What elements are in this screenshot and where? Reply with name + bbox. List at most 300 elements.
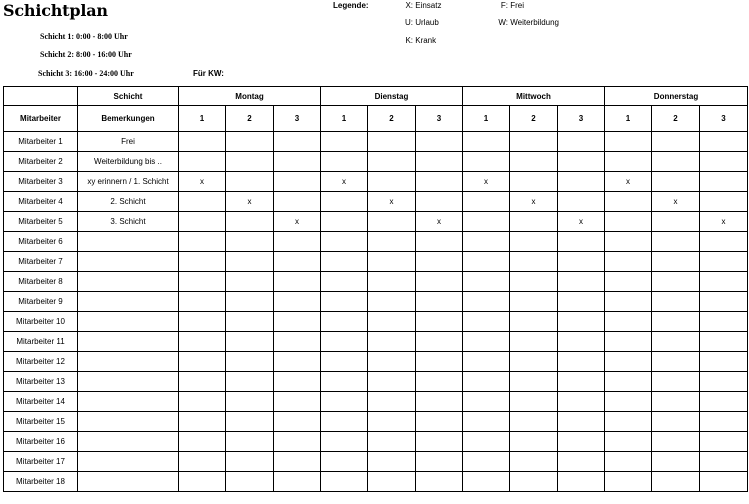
table-row xyxy=(4,132,748,152)
notes-cell[interactable] xyxy=(78,332,179,352)
header-shift-number: 1 xyxy=(605,106,652,132)
shift-cell[interactable] xyxy=(558,412,605,432)
shift-cell[interactable] xyxy=(652,412,700,432)
header-day-tuesday: Dienstag xyxy=(321,87,463,106)
shift-cell[interactable] xyxy=(558,452,605,472)
notes-cell[interactable] xyxy=(78,312,179,332)
shift-cell[interactable] xyxy=(558,292,605,312)
shift-cell[interactable] xyxy=(321,412,368,432)
shift-cell[interactable] xyxy=(368,212,416,232)
shift-cell[interactable] xyxy=(321,192,368,212)
shift-cell[interactable] xyxy=(179,472,226,492)
shift-cell[interactable] xyxy=(652,232,700,252)
shift-cell[interactable] xyxy=(321,452,368,472)
header-shift-number: 2 xyxy=(510,106,558,132)
shift-cell[interactable] xyxy=(274,472,321,492)
table-row xyxy=(4,252,748,272)
shift-cell[interactable] xyxy=(416,332,463,352)
shift-cell[interactable] xyxy=(416,432,463,452)
table-row xyxy=(4,312,748,332)
shift-cell[interactable] xyxy=(416,392,463,412)
employee-name-cell[interactable]: Mitarbeiter 9 xyxy=(4,292,78,312)
table-row xyxy=(4,152,748,172)
shift-cell[interactable] xyxy=(321,292,368,312)
shift-cell[interactable] xyxy=(605,232,652,252)
table-row xyxy=(4,172,748,192)
shift-cell[interactable] xyxy=(605,212,652,232)
shift-cell[interactable] xyxy=(463,252,510,272)
shift-cell[interactable] xyxy=(605,432,652,452)
shift-cell[interactable] xyxy=(652,132,700,152)
shift-cell[interactable] xyxy=(605,392,652,412)
shift-cell[interactable] xyxy=(463,332,510,352)
shift-cell[interactable] xyxy=(605,452,652,472)
shift-cell[interactable] xyxy=(700,312,748,332)
shift-cell[interactable] xyxy=(368,352,416,372)
header-shift: Schicht xyxy=(78,87,179,106)
shift-cell[interactable] xyxy=(226,312,274,332)
notes-cell[interactable] xyxy=(78,392,179,412)
notes-cell[interactable] xyxy=(78,372,179,392)
shift-schedule-table xyxy=(3,86,748,492)
shift-cell[interactable] xyxy=(274,132,321,152)
shift-cell[interactable] xyxy=(416,292,463,312)
shift-cell[interactable]: x xyxy=(179,172,226,192)
shift-cell[interactable] xyxy=(179,452,226,472)
shift-cell[interactable] xyxy=(558,272,605,292)
notes-cell[interactable]: 3. Schicht xyxy=(78,212,179,232)
shift-cell[interactable]: x xyxy=(558,212,605,232)
shift-cell[interactable] xyxy=(510,212,558,232)
shift-cell[interactable] xyxy=(605,272,652,292)
shift-cell[interactable] xyxy=(179,252,226,272)
notes-cell[interactable] xyxy=(78,452,179,472)
shift-cell[interactable] xyxy=(510,232,558,252)
shift-cell[interactable] xyxy=(700,332,748,352)
shift-cell[interactable]: x xyxy=(321,172,368,192)
shift-cell[interactable] xyxy=(558,132,605,152)
employee-name-cell[interactable]: Mitarbeiter 8 xyxy=(4,272,78,292)
shift-cell[interactable] xyxy=(605,412,652,432)
employee-name-cell[interactable]: Mitarbeiter 18 xyxy=(4,472,78,492)
notes-cell[interactable] xyxy=(78,272,179,292)
employee-name-cell[interactable]: Mitarbeiter 12 xyxy=(4,352,78,372)
shift-cell[interactable] xyxy=(652,332,700,352)
header-shift-number: 1 xyxy=(179,106,226,132)
notes-cell[interactable] xyxy=(78,252,179,272)
shift-cell[interactable] xyxy=(652,292,700,312)
shift-cell[interactable] xyxy=(700,192,748,212)
table-row xyxy=(4,192,748,212)
shift-cell[interactable] xyxy=(226,212,274,232)
legend-item-einsatz xyxy=(398,1,441,10)
shift-cell[interactable]: x xyxy=(463,172,510,192)
shift-cell[interactable]: x xyxy=(700,212,748,232)
shift-cell[interactable] xyxy=(463,392,510,412)
shift-cell[interactable] xyxy=(274,332,321,352)
shift-cell[interactable] xyxy=(179,392,226,412)
header-shift-number: 2 xyxy=(226,106,274,132)
shift-cell[interactable] xyxy=(605,472,652,492)
shift-cell[interactable] xyxy=(700,412,748,432)
notes-cell[interactable] xyxy=(78,432,179,452)
shift-cell[interactable] xyxy=(179,152,226,172)
shift-cell[interactable] xyxy=(368,432,416,452)
shift-cell[interactable] xyxy=(463,272,510,292)
table-header-row-shifts xyxy=(4,106,748,132)
shift-cell[interactable] xyxy=(463,452,510,472)
shift-cell[interactable] xyxy=(700,352,748,372)
shift-cell[interactable] xyxy=(558,352,605,372)
shift-cell[interactable] xyxy=(179,372,226,392)
shift-cell[interactable] xyxy=(179,312,226,332)
shift-cell[interactable] xyxy=(368,452,416,472)
header-empty-cell xyxy=(4,87,78,106)
notes-cell[interactable]: 2. Schicht xyxy=(78,192,179,212)
shift-cell[interactable] xyxy=(179,332,226,352)
notes-cell[interactable]: Weiterbildung bis .. xyxy=(78,152,179,172)
shift-cell[interactable]: x xyxy=(510,192,558,212)
shift-cell[interactable] xyxy=(226,132,274,152)
notes-cell[interactable]: Frei xyxy=(78,132,179,152)
shift-cell[interactable] xyxy=(605,132,652,152)
shift-cell[interactable] xyxy=(179,212,226,232)
shift-cell[interactable] xyxy=(652,272,700,292)
shift-cell[interactable] xyxy=(416,152,463,172)
shift-cell[interactable] xyxy=(226,292,274,312)
header-day-thursday: Donnerstag xyxy=(605,87,748,106)
shift-cell[interactable] xyxy=(558,472,605,492)
shift-cell[interactable] xyxy=(416,252,463,272)
table-row xyxy=(4,332,748,352)
shift-cell[interactable] xyxy=(368,252,416,272)
shift-cell[interactable] xyxy=(226,472,274,492)
table-row xyxy=(4,232,748,252)
legend-text: Frei xyxy=(510,1,525,10)
shift-cell[interactable] xyxy=(274,452,321,472)
shift-cell[interactable] xyxy=(321,252,368,272)
shift-cell[interactable] xyxy=(510,292,558,312)
shift-cell[interactable] xyxy=(510,392,558,412)
shift-cell[interactable] xyxy=(226,232,274,252)
shift-cell[interactable] xyxy=(321,132,368,152)
shift-cell[interactable] xyxy=(226,372,274,392)
shift-cell[interactable] xyxy=(558,372,605,392)
legend-item-weiterbildung xyxy=(492,18,559,27)
shift-cell[interactable] xyxy=(321,352,368,372)
header-day-wednesday: Mittwoch xyxy=(463,87,605,106)
shift-cell[interactable] xyxy=(700,452,748,472)
shift-cell[interactable] xyxy=(416,132,463,152)
shift-cell[interactable] xyxy=(700,152,748,172)
shift-cell[interactable] xyxy=(179,272,226,292)
shift-cell[interactable] xyxy=(416,352,463,372)
shift-cell[interactable] xyxy=(510,312,558,332)
shift-cell[interactable]: x xyxy=(605,172,652,192)
employee-name-cell[interactable]: Mitarbeiter 17 xyxy=(4,452,78,472)
shift-cell[interactable] xyxy=(558,332,605,352)
shift-cell[interactable] xyxy=(226,392,274,412)
shift-cell[interactable] xyxy=(368,172,416,192)
notes-cell[interactable]: xy erinnern / 1. Schicht xyxy=(78,172,179,192)
shift-cell[interactable] xyxy=(274,232,321,252)
shift-cell[interactable] xyxy=(700,432,748,452)
shift-cell[interactable] xyxy=(416,172,463,192)
shift-cell[interactable] xyxy=(321,392,368,412)
shift-3-time: Schicht 3: 16:00 - 24:00 Uhr xyxy=(38,69,134,78)
shift-cell[interactable]: x xyxy=(226,192,274,212)
shift-cell[interactable] xyxy=(463,132,510,152)
employee-name-cell[interactable]: Mitarbeiter 2 xyxy=(4,152,78,172)
shift-cell[interactable] xyxy=(274,292,321,312)
shift-cell[interactable] xyxy=(652,312,700,332)
shift-cell[interactable] xyxy=(179,432,226,452)
shift-cell[interactable] xyxy=(226,352,274,372)
shift-cell[interactable] xyxy=(321,232,368,252)
shift-cell[interactable] xyxy=(416,272,463,292)
shift-cell[interactable] xyxy=(605,152,652,172)
shift-cell[interactable] xyxy=(179,132,226,152)
shift-cell[interactable] xyxy=(416,412,463,432)
shift-cell[interactable] xyxy=(179,292,226,312)
shift-cell[interactable] xyxy=(416,472,463,492)
shift-cell[interactable] xyxy=(510,432,558,452)
shift-cell[interactable] xyxy=(652,452,700,472)
legend-code: K: xyxy=(405,36,413,45)
shift-cell[interactable] xyxy=(274,372,321,392)
shift-cell[interactable] xyxy=(274,152,321,172)
notes-cell[interactable] xyxy=(78,232,179,252)
employee-name-cell[interactable]: Mitarbeiter 16 xyxy=(4,432,78,452)
shift-cell[interactable] xyxy=(368,312,416,332)
shift-cell[interactable] xyxy=(368,152,416,172)
table-row xyxy=(4,212,748,232)
shift-cell[interactable] xyxy=(463,152,510,172)
shift-cell[interactable] xyxy=(605,252,652,272)
shift-cell[interactable] xyxy=(321,472,368,492)
shift-cell[interactable] xyxy=(226,432,274,452)
shift-cell[interactable] xyxy=(652,372,700,392)
shift-cell[interactable] xyxy=(510,372,558,392)
shift-cell[interactable] xyxy=(605,352,652,372)
shift-cell[interactable] xyxy=(652,252,700,272)
shift-cell[interactable] xyxy=(510,472,558,492)
shift-cell[interactable] xyxy=(416,232,463,252)
shift-cell[interactable] xyxy=(226,412,274,432)
shift-1-time: Schicht 1: 0:00 - 8:00 Uhr xyxy=(40,32,128,41)
table-row xyxy=(4,272,748,292)
shift-cell[interactable] xyxy=(558,192,605,212)
legend-title: Legende: xyxy=(333,1,369,10)
shift-cell[interactable] xyxy=(510,172,558,192)
shift-cell[interactable] xyxy=(558,152,605,172)
table-row xyxy=(4,452,748,472)
shift-cell[interactable] xyxy=(558,312,605,332)
shift-cell[interactable]: x xyxy=(652,192,700,212)
shift-cell[interactable] xyxy=(463,432,510,452)
shift-cell[interactable] xyxy=(700,272,748,292)
employee-name-cell[interactable]: Mitarbeiter 1 xyxy=(4,132,78,152)
shift-cell[interactable] xyxy=(558,252,605,272)
shift-cell[interactable] xyxy=(605,372,652,392)
shift-cell[interactable] xyxy=(652,352,700,372)
shift-cell[interactable] xyxy=(652,172,700,192)
shift-cell[interactable] xyxy=(368,372,416,392)
shift-cell[interactable] xyxy=(226,452,274,472)
shift-cell[interactable] xyxy=(700,252,748,272)
header-shift-number: 2 xyxy=(652,106,700,132)
employee-name-cell[interactable]: Mitarbeiter 13 xyxy=(4,372,78,392)
shift-cell[interactable] xyxy=(274,352,321,372)
header-shift-number: 1 xyxy=(321,106,368,132)
shift-cell[interactable] xyxy=(652,152,700,172)
shift-cell[interactable] xyxy=(510,412,558,432)
employee-name-cell[interactable]: Mitarbeiter 6 xyxy=(4,232,78,252)
shift-cell[interactable] xyxy=(368,232,416,252)
shift-cell[interactable] xyxy=(226,152,274,172)
legend-code: U: xyxy=(405,18,413,27)
shift-cell[interactable] xyxy=(463,472,510,492)
shift-cell[interactable] xyxy=(652,472,700,492)
shift-cell[interactable] xyxy=(605,332,652,352)
shift-cell[interactable] xyxy=(321,332,368,352)
shift-cell[interactable] xyxy=(368,472,416,492)
shift-cell[interactable] xyxy=(321,212,368,232)
shift-cell[interactable] xyxy=(274,312,321,332)
shift-cell[interactable] xyxy=(274,252,321,272)
shift-cell[interactable] xyxy=(226,172,274,192)
shift-cell[interactable] xyxy=(605,192,652,212)
shift-cell[interactable] xyxy=(368,272,416,292)
shift-cell[interactable] xyxy=(463,232,510,252)
employee-name-cell[interactable]: Mitarbeiter 5 xyxy=(4,212,78,232)
legend-code: W: xyxy=(498,18,508,27)
shift-cell[interactable] xyxy=(558,232,605,252)
shift-cell[interactable] xyxy=(510,252,558,272)
notes-cell[interactable] xyxy=(78,352,179,372)
shift-cell[interactable] xyxy=(510,152,558,172)
table-row xyxy=(4,412,748,432)
shift-cell[interactable] xyxy=(321,432,368,452)
shift-cell[interactable] xyxy=(274,432,321,452)
employee-name-cell[interactable]: Mitarbeiter 4 xyxy=(4,192,78,212)
shift-cell[interactable] xyxy=(700,172,748,192)
shift-cell[interactable] xyxy=(274,272,321,292)
shift-cell[interactable]: x xyxy=(416,212,463,232)
shift-cell[interactable] xyxy=(274,392,321,412)
shift-cell[interactable] xyxy=(416,192,463,212)
notes-cell[interactable] xyxy=(78,412,179,432)
shift-cell[interactable] xyxy=(510,272,558,292)
shift-cell[interactable] xyxy=(179,352,226,372)
shift-cell[interactable] xyxy=(510,132,558,152)
shift-cell[interactable] xyxy=(463,352,510,372)
shift-cell[interactable] xyxy=(416,452,463,472)
employee-name-cell[interactable]: Mitarbeiter 10 xyxy=(4,312,78,332)
shift-cell[interactable] xyxy=(510,352,558,372)
shift-cell[interactable] xyxy=(463,192,510,212)
header-day-monday: Montag xyxy=(179,87,321,106)
shift-cell[interactable] xyxy=(226,252,274,272)
shift-cell[interactable] xyxy=(510,452,558,472)
shift-cell[interactable] xyxy=(463,372,510,392)
shift-cell[interactable] xyxy=(700,372,748,392)
employee-name-cell[interactable]: Mitarbeiter 7 xyxy=(4,252,78,272)
legend-code: F: xyxy=(500,1,508,10)
shift-cell[interactable] xyxy=(463,412,510,432)
notes-cell[interactable] xyxy=(78,472,179,492)
shift-cell[interactable] xyxy=(274,192,321,212)
legend-text: Urlaub xyxy=(415,18,439,27)
legend-text: Einsatz xyxy=(415,1,442,10)
shift-cell[interactable] xyxy=(700,292,748,312)
shift-cell[interactable]: x xyxy=(368,192,416,212)
legend-text: Krank xyxy=(415,36,437,45)
shift-2-time: Schicht 2: 8:00 - 16:00 Uhr xyxy=(40,50,132,59)
shift-cell[interactable] xyxy=(463,312,510,332)
shift-cell[interactable] xyxy=(700,472,748,492)
shift-cell[interactable] xyxy=(463,212,510,232)
shift-cell[interactable] xyxy=(700,392,748,412)
shift-cell[interactable]: x xyxy=(274,212,321,232)
shift-cell[interactable] xyxy=(368,292,416,312)
shift-cell[interactable] xyxy=(605,292,652,312)
shift-cell[interactable] xyxy=(416,372,463,392)
table-row xyxy=(4,472,748,492)
shift-cell[interactable] xyxy=(368,412,416,432)
shift-cell[interactable] xyxy=(558,172,605,192)
shift-cell[interactable] xyxy=(368,392,416,412)
shift-cell[interactable] xyxy=(463,292,510,312)
employee-name-cell[interactable]: Mitarbeiter 11 xyxy=(4,332,78,352)
shift-cell[interactable] xyxy=(274,172,321,192)
legend-text: Weiterbildung xyxy=(510,18,560,27)
shift-cell[interactable] xyxy=(558,432,605,452)
employee-name-cell[interactable]: Mitarbeiter 15 xyxy=(4,412,78,432)
shift-cell[interactable] xyxy=(179,412,226,432)
shift-cell[interactable] xyxy=(321,152,368,172)
shift-cell[interactable] xyxy=(700,132,748,152)
shift-cell[interactable] xyxy=(321,272,368,292)
table-row xyxy=(4,372,748,392)
shift-cell[interactable] xyxy=(368,332,416,352)
shift-cell[interactable] xyxy=(226,332,274,352)
shift-cell[interactable] xyxy=(510,332,558,352)
shift-cell[interactable] xyxy=(652,432,700,452)
shift-cell[interactable] xyxy=(179,192,226,212)
shift-cell[interactable] xyxy=(321,372,368,392)
shift-cell[interactable] xyxy=(179,232,226,252)
employee-name-cell[interactable]: Mitarbeiter 14 xyxy=(4,392,78,412)
shift-cell[interactable] xyxy=(226,272,274,292)
employee-name-cell[interactable]: Mitarbeiter 3 xyxy=(4,172,78,192)
shift-cell[interactable] xyxy=(605,312,652,332)
header-shift-number: 3 xyxy=(274,106,321,132)
shift-cell[interactable] xyxy=(558,392,605,412)
table-header-row-days xyxy=(4,87,748,106)
header-shift-number: 3 xyxy=(416,106,463,132)
calendar-week-label: Für KW: xyxy=(193,69,224,78)
table-row xyxy=(4,392,748,412)
shift-cell[interactable] xyxy=(368,132,416,152)
shift-cell[interactable] xyxy=(416,312,463,332)
shift-cell[interactable] xyxy=(652,212,700,232)
shift-cell[interactable] xyxy=(652,392,700,412)
shift-cell[interactable] xyxy=(700,232,748,252)
shift-cell[interactable] xyxy=(274,412,321,432)
shift-cell[interactable] xyxy=(321,312,368,332)
notes-cell[interactable] xyxy=(78,292,179,312)
